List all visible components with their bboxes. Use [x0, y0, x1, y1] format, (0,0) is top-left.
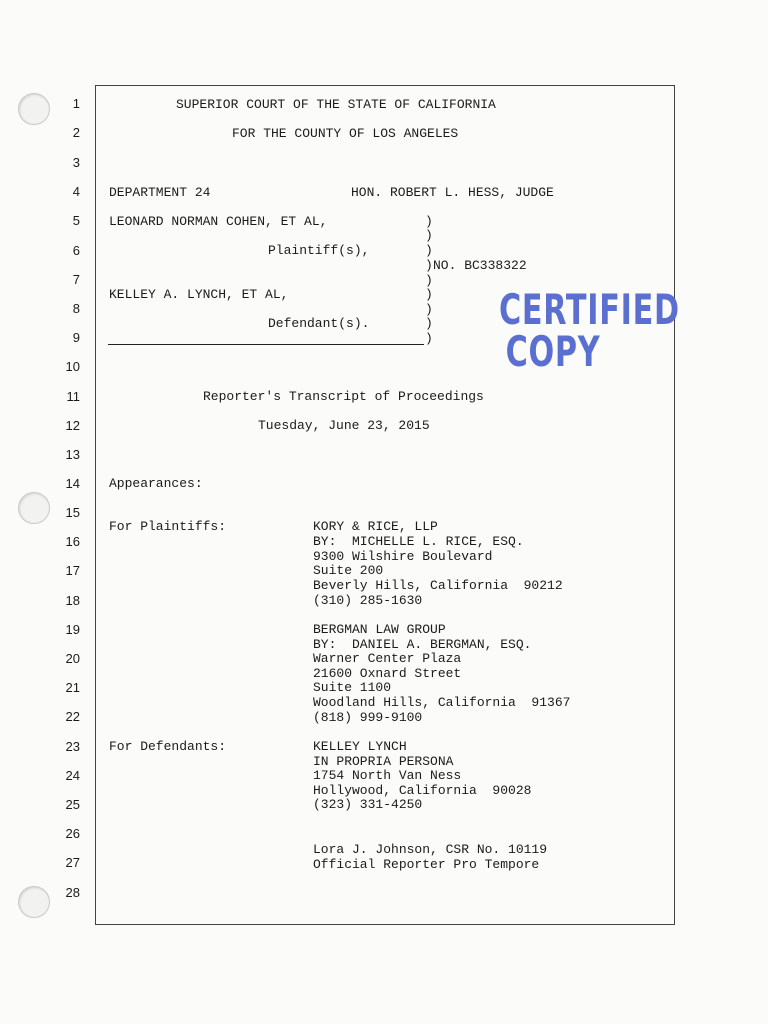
- caption-rule: [108, 344, 424, 345]
- line-number: 3: [72, 155, 80, 170]
- counsel-line: Suite 200: [313, 563, 384, 578]
- appearances-heading: Appearances:: [109, 476, 203, 491]
- line-number: 5: [72, 213, 80, 228]
- line-number: 8: [72, 301, 80, 316]
- caption-paren: ): [425, 331, 433, 346]
- defendant-name: KELLEY A. LYNCH, ET AL,: [109, 287, 289, 302]
- counsel-line: Warner Center Plaza: [313, 651, 462, 666]
- line-number: 10: [65, 359, 80, 374]
- counsel-line: (310) 285-1630: [313, 593, 423, 608]
- line-number: 28: [65, 885, 80, 900]
- line-number: 14: [65, 476, 80, 491]
- caption-paren: ): [425, 258, 433, 273]
- counsel-line: BY: DANIEL A. BERGMAN, ESQ.: [313, 637, 532, 652]
- county-name: FOR THE COUNTY OF LOS ANGELES: [232, 126, 459, 141]
- certified-copy-stamp: [478, 285, 680, 376]
- plaintiff-name: LEONARD NORMAN COHEN, ET AL,: [109, 214, 328, 229]
- court-name: SUPERIOR COURT OF THE STATE OF CALIFORNIA: [176, 97, 496, 112]
- line-number: 21: [65, 680, 80, 695]
- document-title: Reporter's Transcript of Proceedings: [203, 389, 484, 404]
- caption-paren: ): [425, 228, 433, 243]
- counsel-line: (323) 331-4250: [313, 797, 423, 812]
- counsel-line: KELLEY LYNCH: [313, 739, 407, 754]
- line-number: 4: [72, 184, 80, 199]
- counsel-line: 21600 Oxnard Street: [313, 666, 462, 681]
- plaintiffs-label: For Plaintiffs:: [109, 519, 227, 534]
- line-number: 2: [72, 125, 80, 140]
- line-number: 23: [65, 739, 80, 754]
- line-number: 18: [65, 593, 80, 608]
- line-number: 27: [65, 855, 80, 870]
- counsel-line: Beverly Hills, California 90212: [313, 578, 563, 593]
- counsel-line: Woodland Hills, California 91367: [313, 695, 571, 710]
- line-number: 13: [65, 447, 80, 462]
- case-number: NO. BC338322: [433, 258, 527, 273]
- caption-paren: ): [425, 243, 433, 258]
- line-number: 6: [72, 243, 80, 258]
- line-number: 16: [65, 534, 80, 549]
- reporter-title: Official Reporter Pro Tempore: [313, 857, 540, 872]
- caption-paren: ): [425, 214, 433, 229]
- caption-paren: ): [425, 273, 433, 288]
- counsel-line: 9300 Wilshire Boulevard: [313, 549, 493, 564]
- line-number: 25: [65, 797, 80, 812]
- line-number: 1: [72, 96, 80, 111]
- line-number: 15: [65, 505, 80, 520]
- defendants-label: For Defendants:: [109, 739, 227, 754]
- line-number: 19: [65, 622, 80, 637]
- hearing-date: Tuesday, June 23, 2015: [258, 418, 430, 433]
- caption-paren: ): [425, 316, 433, 331]
- caption-paren: ): [425, 287, 433, 302]
- counsel-line: BERGMAN LAW GROUP: [313, 622, 446, 637]
- counsel-line: Suite 1100: [313, 680, 392, 695]
- counsel-line: Hollywood, California 90028: [313, 783, 532, 798]
- line-number: 20: [65, 651, 80, 666]
- stamp-line-1: CERTIFIED: [499, 285, 680, 334]
- line-number: 11: [66, 389, 80, 404]
- counsel-line: 1754 North Van Ness: [313, 768, 462, 783]
- counsel-line: KORY & RICE, LLP: [313, 519, 438, 534]
- caption-paren: ): [425, 302, 433, 317]
- reporter-name: Lora J. Johnson, CSR No. 10119: [313, 842, 548, 857]
- line-number: 24: [65, 768, 80, 783]
- judge-name: HON. ROBERT L. HESS, JUDGE: [351, 185, 554, 200]
- line-number: 22: [65, 709, 80, 724]
- line-number: 9: [72, 330, 80, 345]
- plaintiff-role: Plaintiff(s),: [268, 243, 370, 258]
- stamp-line-2: COPY: [505, 327, 601, 376]
- department: DEPARTMENT 24: [109, 185, 211, 200]
- line-number: 12: [65, 418, 80, 433]
- counsel-line: (818) 999-9100: [313, 710, 423, 725]
- counsel-line: BY: MICHELLE L. RICE, ESQ.: [313, 534, 524, 549]
- defendant-role: Defendant(s).: [268, 316, 370, 331]
- counsel-line: IN PROPRIA PERSONA: [313, 754, 454, 769]
- line-number: 26: [65, 826, 80, 841]
- line-number: 7: [72, 272, 80, 287]
- line-number: 17: [65, 563, 80, 578]
